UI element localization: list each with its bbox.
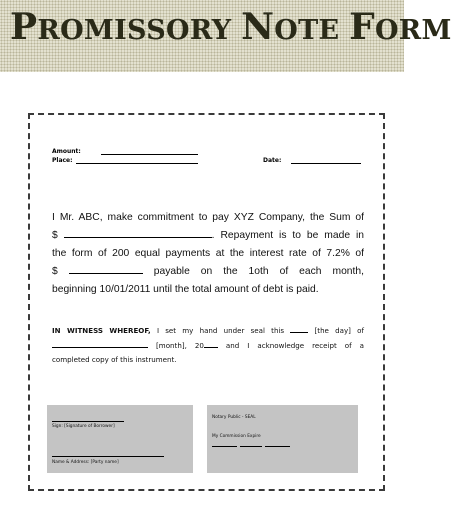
year-field[interactable]: [204, 341, 218, 348]
witness-text: [month], 20: [156, 340, 204, 350]
witness-text: [the day] of: [314, 326, 364, 335]
witness-line: [52, 353, 364, 368]
para-text: . Repayment is to be made in: [211, 230, 364, 241]
amount-field[interactable]: [101, 154, 198, 155]
header-banner: [0, 0, 452, 72]
notary-seal-label: Notary Public - SEAL: [212, 415, 256, 420]
sum-field[interactable]: [64, 228, 212, 238]
para-text: the form of 200 equal payments at the interest rate of 7.2% of: [52, 248, 364, 259]
witness-text: completed copy of this instrument.: [52, 355, 177, 364]
para-text: I Mr. ABC, make commitment to pay XYZ Company, the Sum of: [52, 212, 364, 223]
payment-field[interactable]: [69, 264, 143, 274]
para-line: [52, 281, 364, 299]
witness-line: [52, 339, 364, 354]
dollar-sign: $: [52, 266, 58, 277]
date-label: Date:: [263, 157, 282, 164]
para-line: [52, 263, 364, 281]
title-part: ROMISSORY: [37, 15, 242, 46]
title-part: ORM: [374, 15, 452, 46]
place-label: Place:: [52, 157, 73, 164]
para-line: [52, 227, 364, 245]
name-address-label: Name & Address: [Party name]: [52, 460, 119, 465]
name-address-line[interactable]: [52, 456, 164, 457]
witness-text: and I acknowledge receipt of a: [225, 340, 364, 350]
dollar-sign: $: [52, 230, 58, 241]
witness-line: [52, 324, 364, 339]
notary-box: [207, 405, 358, 473]
day-field[interactable]: [290, 326, 308, 333]
sign-label: Sign: [Signature of Borrower]: [52, 424, 115, 429]
page-title: [10, 6, 452, 48]
witness-heading: IN WITNESS WHEREOF,: [52, 326, 151, 335]
date-field[interactable]: [291, 163, 361, 164]
title-part: OTE: [274, 15, 350, 46]
commission-year-line[interactable]: [265, 446, 290, 447]
commission-label: My Commission Expire: [212, 434, 261, 439]
witness-text: I set my hand under seal this: [156, 326, 285, 335]
signature-box: [47, 405, 193, 473]
para-text: payable on the 1oth of each month,: [153, 266, 364, 277]
commitment-paragraph: [52, 209, 364, 299]
signature-line[interactable]: [52, 421, 124, 422]
title-initial: P: [10, 6, 38, 48]
amount-label: Amount:: [52, 148, 81, 155]
title-initial: F: [349, 6, 375, 48]
para-line: [52, 209, 364, 227]
commission-day-line[interactable]: [240, 446, 262, 447]
commission-month-line[interactable]: [212, 446, 237, 447]
para-line: [52, 245, 364, 263]
title-initial: N: [241, 6, 275, 48]
month-field[interactable]: [52, 341, 148, 348]
note-card: [28, 113, 385, 491]
para-text: beginning 10/01/2011 until the total amount of debt is paid.: [52, 284, 319, 295]
witness-paragraph: [52, 324, 364, 368]
place-field[interactable]: [76, 163, 198, 164]
